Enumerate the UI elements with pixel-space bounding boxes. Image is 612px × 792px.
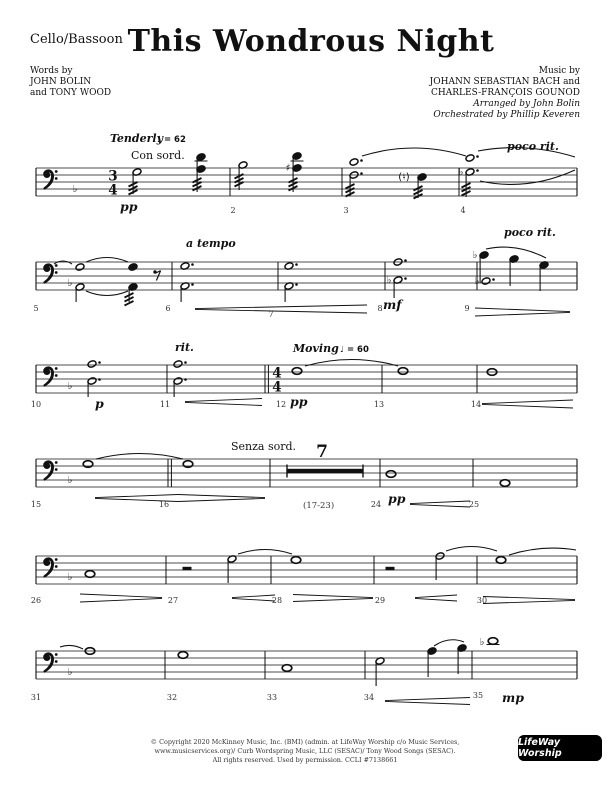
time-signature-denominator: 4 (108, 182, 118, 199)
half-rest (183, 567, 192, 570)
time-signature-numerator: 4 (272, 365, 282, 382)
slur-tie (60, 645, 83, 649)
tempo-marking: ♩ = 60 (340, 345, 369, 355)
cresc-hairpin (482, 400, 573, 404)
key-signature-flat: ♭ (72, 184, 78, 195)
copyright-line-1: © Copyright 2020 McKinney Music, Inc. (BMI) (admin. at LifeWay Worship c/o Music Services, (150, 738, 460, 746)
dynamic-marking: pp (120, 199, 138, 214)
tempo-marking: rit. (175, 341, 194, 354)
half-note-head (481, 277, 491, 285)
augmentation-dot (476, 155, 479, 158)
arranger-credit: Arranged by John Bolin (473, 99, 580, 109)
bass-clef-icon (44, 558, 58, 577)
measure-number: 9 (464, 304, 470, 313)
slur-tie (54, 261, 72, 264)
dim-hairpin (293, 598, 373, 601)
measure-number: 16 (158, 500, 170, 509)
note (178, 652, 188, 659)
note (386, 471, 396, 478)
tempo-marking: a tempo (186, 237, 236, 250)
measure-number: 3 (343, 206, 349, 215)
dynamic-marking: pp (388, 491, 406, 506)
augmentation-dot (360, 159, 363, 162)
measure-number: 13 (373, 400, 385, 409)
accidental: ♭ (386, 275, 392, 286)
quarter-note-head (128, 263, 138, 271)
note (496, 557, 506, 564)
tempo-marking: Moving (293, 342, 339, 355)
note (180, 282, 194, 302)
note (284, 282, 298, 302)
key-signature-flat: ♭ (67, 278, 73, 289)
dynamic-marking: mf (383, 297, 402, 312)
staff-system-4 (31, 440, 577, 511)
eighth-rest (153, 270, 160, 280)
half-note-head (349, 158, 359, 166)
note (173, 360, 187, 368)
lyricist-name-2: and TONY WOOD (30, 88, 112, 98)
whole-note-head (488, 638, 498, 645)
augmentation-dot (476, 169, 479, 172)
publisher-logo (518, 735, 602, 761)
measure-number: 14 (470, 400, 482, 409)
dim-hairpin (483, 597, 575, 600)
composer-name: JOHANN SEBASTIAN BACH and (429, 77, 580, 87)
copyright-line-3: All rights reserved. Used by permission. CCLI #7138661 (212, 756, 398, 764)
measure-number: 2 (230, 206, 236, 215)
measure-number: 4 (460, 206, 466, 215)
whole-note-head (282, 665, 292, 672)
measure-number: 11 (159, 400, 171, 409)
cresc-hairpin (385, 698, 470, 701)
accidental: ♭ (472, 250, 478, 261)
tempo-marking: poco rit. (507, 140, 559, 153)
dynamic-marking: mp (502, 690, 524, 705)
note (128, 263, 138, 271)
cresc-hairpin (185, 402, 262, 405)
half-note-head (87, 360, 97, 368)
measure-number: 12 (275, 400, 287, 409)
half-note-head (75, 263, 85, 271)
measure-number: 25 (468, 500, 480, 509)
whole-note-head (292, 368, 302, 375)
tempo-marking: poco rit. (504, 226, 556, 239)
whole-note-head (500, 480, 510, 487)
dim-hairpin (80, 594, 162, 598)
whole-note-head (178, 652, 188, 659)
measure-number: 29 (374, 596, 386, 605)
cresc-hairpin (415, 598, 457, 601)
slur-tie (96, 454, 183, 460)
tempo-marking: ♩ = 62 (157, 135, 186, 145)
music-by-line: Music by (538, 66, 580, 76)
instrument-part-label: Cello/Bassoon (30, 32, 123, 47)
cresc-hairpin (195, 305, 367, 309)
dim-hairpin (178, 498, 265, 501)
cresc-hairpin (95, 495, 178, 498)
augmentation-dot (191, 263, 194, 266)
whole-note-head (85, 571, 95, 578)
augmentation-dot (492, 278, 495, 281)
bass-clef-icon (44, 367, 58, 386)
dim-hairpin (293, 595, 373, 598)
staff-system-1 (36, 132, 577, 215)
measure-number: 24 (370, 500, 382, 509)
note (349, 171, 363, 196)
slur-tie (238, 550, 292, 555)
augmentation-dot (295, 283, 298, 286)
tempo-marking: Con sord. (131, 149, 185, 162)
staff-system-6 (31, 637, 577, 705)
dim-hairpin (178, 495, 265, 498)
note (375, 657, 385, 686)
note (481, 277, 495, 285)
key-signature-flat: ♭ (67, 572, 73, 583)
augmentation-dot (191, 283, 194, 286)
measure-number: 27 (167, 596, 179, 605)
measure-number: 30 (476, 596, 488, 605)
slur-tie (509, 548, 576, 555)
slur-tie (86, 258, 128, 263)
note (509, 255, 519, 286)
staff-system-3 (31, 341, 577, 411)
accidental: ♭ (474, 276, 480, 287)
augmentation-dot (295, 263, 298, 266)
tempo-marking: Tenderly (110, 132, 163, 145)
accidental: ♭ (479, 637, 485, 648)
cresc-hairpin (185, 399, 262, 402)
publisher-logo-text: LifeWay Worship (518, 737, 562, 759)
measure-number: 5 (33, 304, 39, 313)
dynamic-marking: pp (290, 394, 308, 409)
slur-tie (446, 547, 497, 552)
accidental: ♯ (285, 163, 291, 174)
augmentation-dot (360, 172, 363, 175)
key-signature-flat: ♭ (67, 475, 73, 486)
slur-tie (434, 640, 464, 646)
augmentation-dot (404, 259, 407, 262)
half-note-head (173, 360, 183, 368)
note (87, 360, 101, 368)
bass-clef-icon (44, 461, 58, 480)
note (87, 377, 101, 397)
measure-number: 7 (268, 310, 274, 319)
dim-hairpin (483, 600, 575, 603)
note (398, 368, 408, 375)
measure-number: 33 (266, 693, 278, 702)
note (75, 263, 85, 271)
dim-hairpin (475, 312, 570, 316)
staff-system-2 (33, 226, 577, 319)
measure-number: 31 (30, 693, 42, 702)
half-rest (386, 567, 395, 570)
key-signature-flat: ♭ (67, 667, 73, 678)
measure-number: 34 (363, 693, 375, 702)
cresc-hairpin (482, 404, 573, 408)
measure-number: 10 (30, 400, 42, 409)
cresc-hairpin (410, 504, 470, 507)
multimeasure-rest-bar (287, 469, 363, 473)
multimeasure-rest-count: 7 (316, 442, 328, 462)
cresc-hairpin (232, 598, 275, 601)
slur-tie (86, 291, 128, 296)
cresc-hairpin (232, 595, 275, 598)
time-signature-denominator: 4 (272, 379, 282, 396)
dim-hairpin (475, 308, 570, 312)
bass-clef-icon (44, 170, 58, 189)
measure-number: 28 (271, 596, 283, 605)
measure-number: 32 (166, 693, 178, 702)
measure-number: 35 (472, 691, 484, 700)
accidental: (♮) (398, 172, 410, 183)
measure-number: 15 (30, 500, 42, 509)
bass-clef-icon (44, 264, 58, 283)
dynamic-marking: p (95, 396, 104, 411)
note (282, 665, 292, 672)
multimeasure-rest-range: (17-23) (303, 501, 335, 511)
augmentation-dot (184, 378, 187, 381)
note (393, 276, 407, 298)
cresc-hairpin (195, 309, 367, 313)
copyright-line-2: www.musicservices.org)/ Curb Wordspring Music, LLC (SESAC)/ Tony Wood Songs (SESAC). (154, 747, 456, 755)
copyright-notice (110, 738, 500, 765)
cresc-hairpin (415, 595, 457, 598)
note (465, 154, 479, 162)
augmentation-dot (98, 361, 101, 364)
accidental: ♭ (458, 167, 464, 178)
note (292, 368, 302, 375)
note (85, 571, 95, 578)
measure-number: 6 (165, 304, 171, 313)
bass-clef-icon (44, 653, 58, 672)
orchestrator-credit: Orchestrated by Phillip Keveren (433, 110, 580, 120)
words-by-line: Words by (30, 66, 73, 76)
lyricist-name: JOHN BOLIN (30, 77, 92, 87)
note (291, 557, 301, 564)
augmentation-dot (184, 361, 187, 364)
augmentation-dot (404, 277, 407, 280)
note (427, 647, 437, 677)
measure-number: 8 (377, 304, 383, 313)
measure-number: 26 (30, 596, 42, 605)
page-title: This Wondrous Night (127, 24, 495, 59)
dim-hairpin (80, 598, 162, 602)
key-signature-flat: ♭ (67, 381, 73, 392)
staff-system-5 (31, 547, 577, 606)
tempo-marking: Senza sord. (231, 440, 297, 453)
slur-tie (362, 148, 466, 156)
note (173, 377, 187, 397)
note (457, 644, 467, 674)
whole-note-head (291, 557, 301, 564)
cresc-hairpin (385, 701, 470, 704)
whole-note-head (496, 557, 506, 564)
augmentation-dot (98, 378, 101, 381)
note (227, 555, 237, 583)
whole-note-head (398, 368, 408, 375)
note (75, 283, 85, 302)
cresc-hairpin (410, 501, 470, 504)
composer-name-2: CHARLES-FRANÇOIS GOUNOD (431, 88, 580, 98)
half-note-head (465, 154, 475, 162)
note (500, 480, 510, 487)
time-signature-numerator: 3 (108, 168, 118, 185)
note (488, 638, 498, 645)
whole-note-head (386, 471, 396, 478)
note (349, 158, 363, 166)
